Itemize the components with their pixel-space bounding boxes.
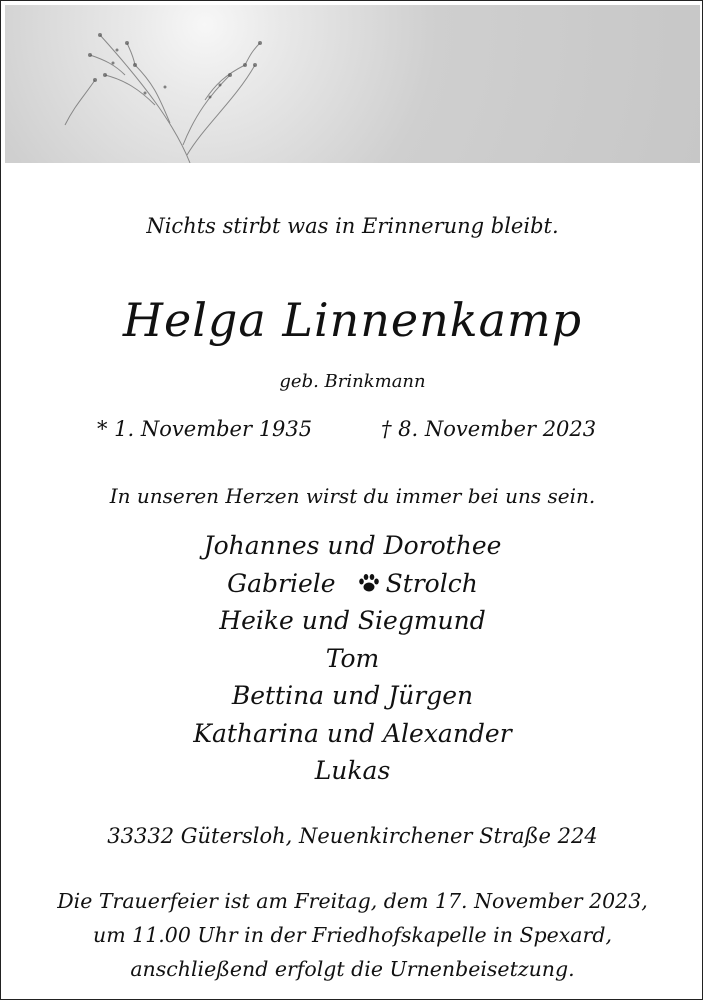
mourners-list <box>1 527 703 790</box>
mourner-line: Johannes und Dorothee <box>203 531 502 560</box>
deceased-name: Helga Linnenkamp <box>122 293 583 347</box>
birth-name: geb. Brinkmann <box>279 371 426 392</box>
mourner-line <box>1 565 703 603</box>
header-photo-dried-flowers <box>5 5 700 163</box>
paw-print-icon <box>358 566 380 604</box>
ceremony-line: um 11.00 Uhr in der Friedhofskapelle in Spexard, <box>93 923 612 947</box>
mourner-line: Tom <box>325 643 380 673</box>
ceremony-details <box>1 884 703 986</box>
ceremony-line: anschließend erfolgt die Urnenbeisetzung. <box>130 957 575 981</box>
death-date: † 8. November 2023 <box>381 417 597 441</box>
family-address: 33332 Gütersloh, Neuenkirchener Straße 224 <box>107 824 598 848</box>
dried-flower-stems <box>5 5 700 163</box>
memorial-motto: Nichts stirbt was in Erinnerung bleibt. <box>146 214 559 238</box>
mourner-name: Gabriele <box>227 568 336 598</box>
birth-date: * 1. November 1935 <box>97 417 313 441</box>
mourner-line: Heike und Siegmund <box>219 606 486 635</box>
farewell-line: In unseren Herzen wirst du immer bei uns sein. <box>109 484 596 508</box>
pet-name: Strolch <box>385 568 478 598</box>
mourner-line: Katharina und Alexander <box>193 718 512 748</box>
mourner-line: Lukas <box>314 756 391 785</box>
mourner-line: Bettina und Jürgen <box>231 681 474 710</box>
ceremony-line: Die Trauerfeier ist am Freitag, dem 17. November 2023, <box>57 889 648 913</box>
life-dates <box>1 417 703 445</box>
